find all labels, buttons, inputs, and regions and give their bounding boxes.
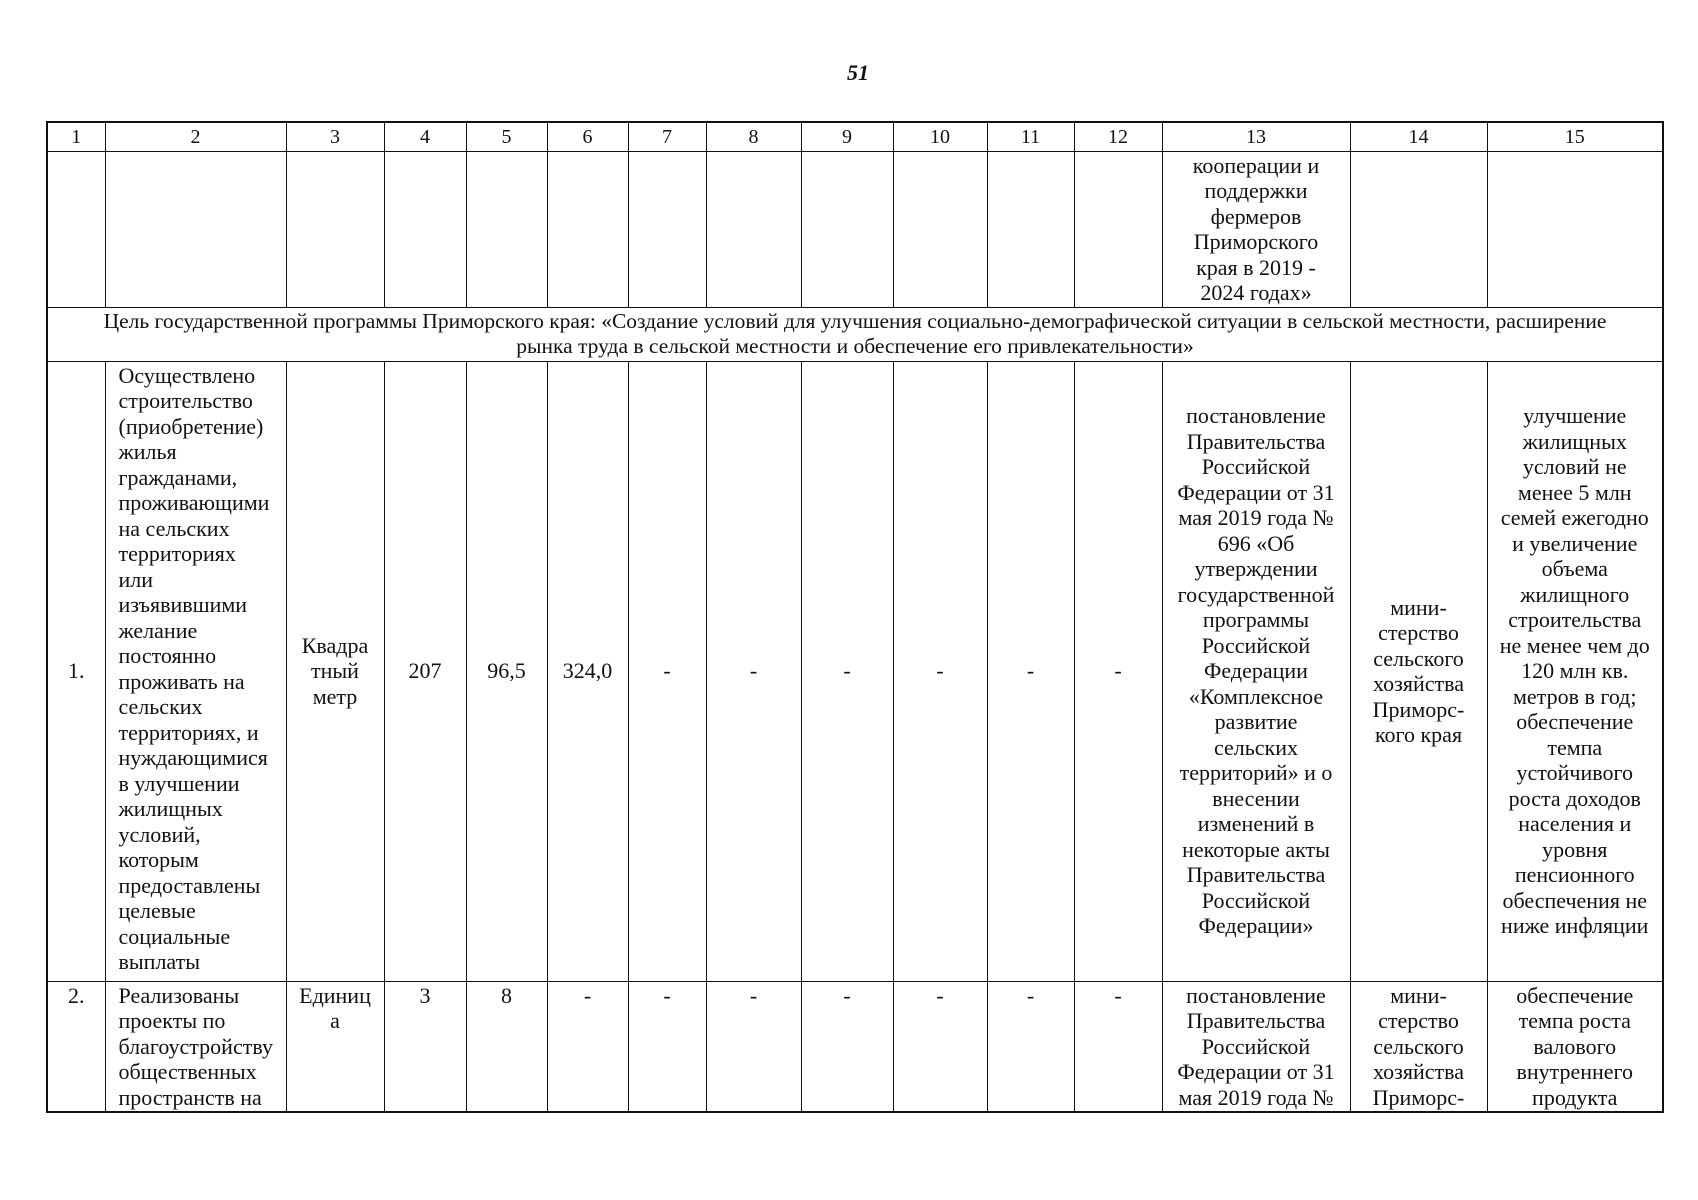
executor-cell: мини- стерство сельского хозяйства Приморс- (1350, 981, 1487, 1112)
continuation-row (47, 151, 1663, 307)
column-number-header: 13 (1162, 122, 1350, 151)
value-cell: - (706, 361, 801, 981)
page-number: 51 (847, 60, 869, 85)
column-number-header: 3 (286, 122, 384, 151)
value-cell: - (1074, 361, 1162, 981)
value-cell: 324,0 (547, 361, 628, 981)
value-cell: - (1074, 981, 1162, 1112)
empty-cell (105, 151, 286, 307)
value-cell: - (987, 981, 1074, 1112)
program-indicators-table (46, 121, 1664, 1113)
empty-cell (706, 151, 801, 307)
column-number-header: 12 (1074, 122, 1162, 151)
column-number-header: 5 (466, 122, 547, 151)
column-number-header: 1 (47, 122, 105, 151)
value-cell: - (801, 981, 893, 1112)
value-cell: - (801, 361, 893, 981)
value-cell: - (893, 361, 987, 981)
executor-cell: мини- стерство сельского хозяйства Приморс- кого края (1350, 361, 1487, 981)
program-goal-row (47, 307, 1663, 361)
result-cell: обеспечение темпа роста валового внутреннего продукта (1487, 981, 1663, 1112)
indicator-name-cell: Осуществлено строительство (приобретение) жилья гражданами, проживающими на сельских территориях или изъявившими желание постоянно проживать на сельских территориях, и нуждающимися в улучшении жилищных условий, которым предоставлены целевые социальные выплаты (105, 361, 286, 981)
value-cell: - (706, 981, 801, 1112)
value-cell: - (547, 981, 628, 1112)
legal-act-cell: кооперации и поддержки фермеров Приморского края в 2019 - 2024 годах» (1162, 151, 1350, 307)
row-number-cell: 1. (47, 361, 105, 981)
column-number-header: 15 (1487, 122, 1663, 151)
value-cell: - (987, 361, 1074, 981)
empty-cell (1074, 151, 1162, 307)
column-number-header: 10 (893, 122, 987, 151)
indicator-name-cell: Реализованы проекты по благоустройству общественных пространств на (105, 981, 286, 1112)
row-number-cell: 2. (47, 981, 105, 1112)
column-number-header: 6 (547, 122, 628, 151)
empty-cell (286, 151, 384, 307)
empty-cell (47, 151, 105, 307)
value-cell: - (628, 361, 706, 981)
column-number-header: 7 (628, 122, 706, 151)
empty-cell (893, 151, 987, 307)
program-goal-heading: Цель государственной программы Приморского края: «Создание условий для улучшения социально-демографической ситуации в сельской местности, расширение рынка труда в сельской местности и обеспечение его привлекательности» (47, 307, 1663, 361)
result-cell: улучшение жилищных условий не менее 5 млн семей ежегодно и увеличение объема жилищного строительства не менее чем до 120 млн кв. метров в год; обеспечение темпа устойчивого роста доходов населения и уровня пенсионного обеспечения не ниже инфляции (1487, 361, 1663, 981)
value-cell: 207 (384, 361, 466, 981)
unit-cell: Квадра тный метр (286, 361, 384, 981)
empty-cell (1350, 151, 1487, 307)
empty-cell (987, 151, 1074, 307)
empty-cell (1487, 151, 1663, 307)
empty-cell (547, 151, 628, 307)
column-number-header: 8 (706, 122, 801, 151)
empty-cell (466, 151, 547, 307)
value-cell: 8 (466, 981, 547, 1112)
value-cell: - (628, 981, 706, 1112)
table-row (47, 361, 1663, 981)
legal-act-cell: постановление Правительства Российской Федерации от 31 мая 2019 года № (1162, 981, 1350, 1112)
column-number-header: 14 (1350, 122, 1487, 151)
unit-cell: Единиц а (286, 981, 384, 1112)
table-row (47, 981, 1663, 1112)
value-cell: - (893, 981, 987, 1112)
column-number-header: 4 (384, 122, 466, 151)
legal-act-cell: постановление Правительства Российской Федерации от 31 мая 2019 года № 696 «Об утверждении государственной программы Российской Федерации «Комплексное развитие сельских территорий» и о внесении изменений в некоторые акты Правительства Российской Федерации» (1162, 361, 1350, 981)
column-number-row (47, 122, 1663, 151)
empty-cell (384, 151, 466, 307)
empty-cell (801, 151, 893, 307)
column-number-header: 9 (801, 122, 893, 151)
column-number-header: 11 (987, 122, 1074, 151)
value-cell: 3 (384, 981, 466, 1112)
column-number-header: 2 (105, 122, 286, 151)
value-cell: 96,5 (466, 361, 547, 981)
empty-cell (628, 151, 706, 307)
